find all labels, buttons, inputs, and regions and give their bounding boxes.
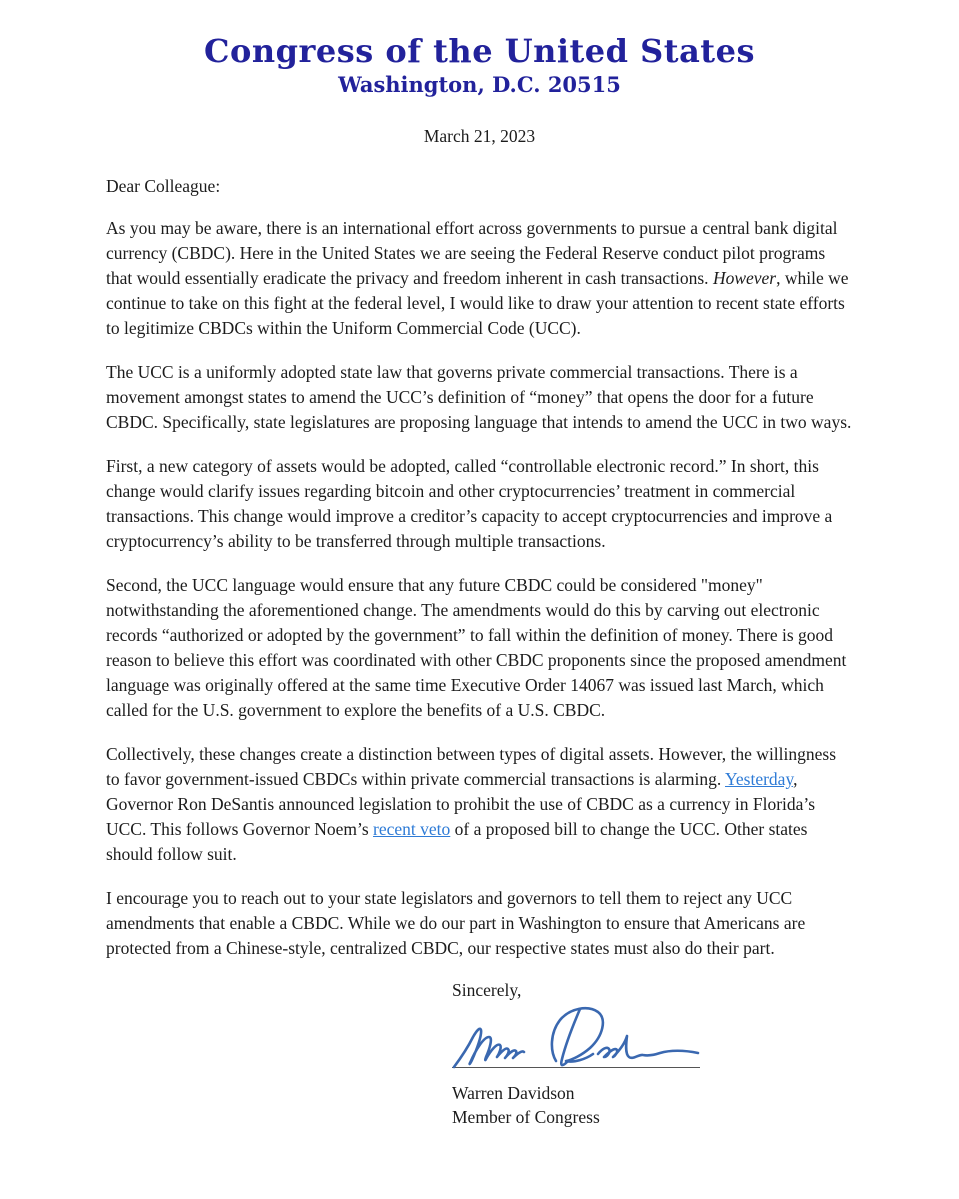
signature-block — [452, 1003, 702, 1077]
signature-image — [452, 1003, 702, 1077]
letter-body — [106, 174, 853, 961]
paragraph-4 — [106, 573, 853, 723]
hyperlink[interactable]: recent veto — [373, 819, 451, 840]
paragraph-1 — [106, 216, 853, 341]
paragraph-5 — [106, 742, 853, 867]
salutation: Dear Colleague: — [106, 176, 221, 197]
closing-sincerely: Sincerely, — [452, 980, 522, 1001]
letterhead-title: Congress of the United States — [204, 32, 755, 70]
paragraph-3 — [106, 454, 853, 554]
body-text: Collectively, these changes create a distinction between types of digital assets. However, the willingness to favor government-issued CBDCs within private commercial transactions is alarming. — [106, 744, 837, 790]
hyperlink[interactable]: Yesterday — [725, 769, 794, 790]
body-text: , while we continue to take on this fight at the federal level, I would like to draw your attention to recent state efforts to legitimize CBDCs within the Uniform Commercial Code (UCC). — [106, 268, 849, 339]
letter-date: March 21, 2023 — [423, 126, 536, 147]
letterhead-subtitle: Washington, D.C. 20515 — [338, 72, 621, 98]
body-text: First, a new category of assets would be adopted, called “controllable electronic record.” In short, this change would clarify issues regarding bitcoin and other cryptocurrencies’ treatment in commercial transactions. This change would improve a creditor’s capacity to accept cryptocurrencies and improve a cryptocurrency’s ability to be transferred through multiple transactions. — [106, 456, 833, 552]
body-text: The UCC is a uniformly adopted state law that governs private commercial transactions. There is a movement amongst states to amend the UCC’s definition of “money” that opens the door for a future CBDC. Specifically, state legislatures are proposing language that intends to amend the UCC in two ways. — [106, 362, 852, 433]
letterhead — [0, 0, 959, 97]
body-text: of a proposed bill to change the UCC. Other states should follow suit. — [106, 819, 808, 865]
body-text: Second, the UCC language would ensure that any future CBDC could be considered "money" notwithstanding the aforementioned change. The amendments would do this by carving out electronic records “authorized or adopted by the government” to fall within the definition of money. There is good reason to believe this effort was coordinated with other CBDC proponents since the proposed amendment language was originally offered at the same time Executive Order 14067 was issued last March, which called for the U.S. government to explore the benefits of a U.S. CBDC. — [106, 575, 847, 721]
paragraph-6 — [106, 886, 853, 961]
paragraph-2 — [106, 360, 853, 435]
closing-block — [452, 980, 959, 1128]
signer-title: Member of Congress — [452, 1107, 600, 1128]
body-text: I encourage you to reach out to your state legislators and governors to tell them to reject any UCC amendments that enable a CBDC. While we do our part in Washington to ensure that Americans are protected from a Chinese-style, centralized CBDC, our respective states must also do their part. — [106, 888, 806, 959]
italic-text: However — [712, 268, 777, 289]
body-text: , Governor Ron DeSantis announced legislation to prohibit the use of CBDC as a currency in Florida’s UCC. This follows Governor Noem’s — [106, 769, 816, 840]
body-text: As you may be aware, there is an international effort across governments to pursue a central bank digital currency (CBDC). Here in the United States we are seeing the Federal Reserve conduct pilot programs that would essentially eradicate the privacy and freedom inherent in cash transactions. — [106, 218, 838, 289]
signer-name: Warren Davidson — [452, 1083, 575, 1104]
